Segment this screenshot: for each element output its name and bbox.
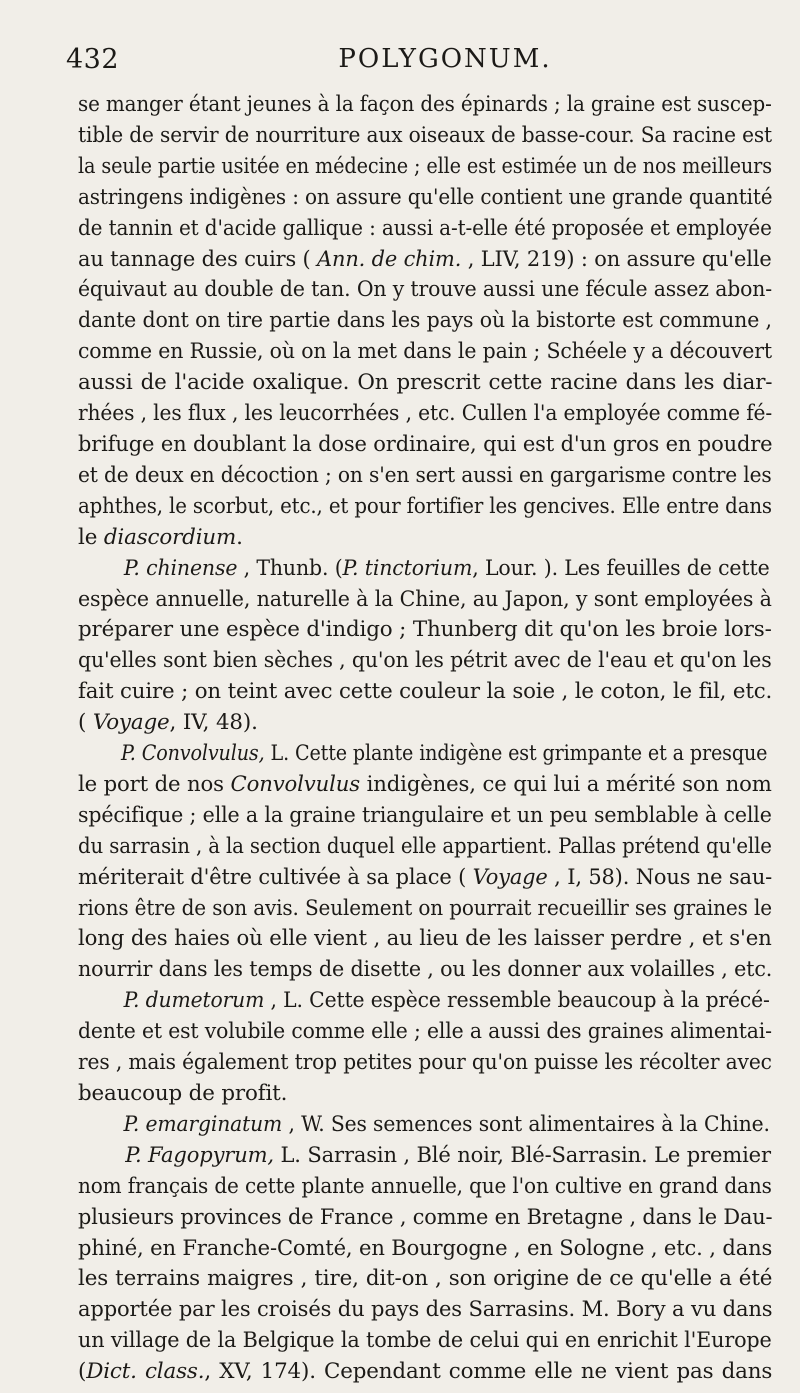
citation-italic: Voyage <box>472 864 548 890</box>
text-line: long des haies où elle vient , au lieu de les laisser perdre , et s'en <box>78 926 772 952</box>
text-line: dante dont on tire partie dans les pays où la bistorte est commune , <box>78 308 772 334</box>
text-line: (Dict. class., XV, 174). Cependant comme elle ne vient pas dans <box>78 1359 773 1385</box>
species-entry-dumetorum: P. dumetorum , L. Cette espèce ressemble beaucoup à la précé- <box>123 988 770 1014</box>
text-line: et de deux en décoction ; on s'en sert aussi en gargarisme contre les <box>78 462 772 488</box>
text-line: du sarrasin , à la section duquel elle appartient. Pallas prétend qu'elle <box>78 833 772 859</box>
text-line: nourrir dans les temps de disette , ou les donner aux volailles , etc. <box>78 957 773 983</box>
species-entry-chinense: P. chinense , Thunb. (P. tinctorium, Lour. ). Les feuilles de cette <box>123 555 770 581</box>
page-header <box>66 44 772 90</box>
text-line: mériterait d'être cultivée à sa place ( Voyage , I, 58). Nous ne sau- <box>78 864 773 890</box>
text-line: beaucoup de profit. <box>78 1081 288 1106</box>
text-line: préparer une espèce d'indigo ; Thunberg dit qu'on les broie lors- <box>78 617 772 643</box>
text-line: nom français de cette plante annuelle, que l'on cultive en grand dans <box>78 1173 772 1199</box>
citation-italic: Ann. de chim. <box>317 246 462 272</box>
running-title: POLYGONUM. <box>338 44 552 74</box>
term-italic: diascordium <box>103 524 237 550</box>
text-line: les terrains maigres , tire, dit-on , son origine de ce qu'elle a été <box>78 1266 773 1292</box>
text-line: spécifique ; elle a la graine triangulaire et un peu semblable à celle <box>78 802 772 828</box>
text-line: la seule partie usitée en médecine ; elle est estimée un de nos meilleurs <box>78 153 772 179</box>
citation-italic: Dict. class. <box>86 1359 205 1385</box>
text-line: rhées , les flux , les leucorrhées , etc. Cullen l'a employée comme fé- <box>78 401 773 427</box>
text-line: le port de nos Convolvulus indigènes, ce qui lui a mérité son nom <box>78 771 772 797</box>
species-entry-emarginatum: P. emarginatum , W. Ses semences sont alimentaires à la Chine. <box>123 1111 770 1137</box>
text-line: espèce annuelle, naturelle à la Chine, au Japon, y sont employées à <box>78 586 772 612</box>
genus-italic: Convolvulus <box>230 771 361 797</box>
text-line: plusieurs provinces de France , comme en Bretagne , dans le Dau- <box>78 1204 773 1230</box>
text-line: au tannage des cuirs ( Ann. de chim. , LIV, 219) : on assure qu'elle <box>78 246 772 272</box>
text-line: aphthes, le scorbut, etc., et pour fortifier les gencives. Elle entre dans <box>78 493 772 519</box>
text-line: fait cuire ; on teint avec cette couleur la soie , le coton, le fil, etc. <box>78 679 773 705</box>
text-line: ( Voyage, IV, 48). <box>78 710 258 736</box>
species-entry-fagopyrum: P. Fagopyrum, L. Sarrasin , Blé noir, Blé-Sarrasin. Le premier <box>125 1142 771 1168</box>
species-name: P. Convolvulus, <box>120 741 265 767</box>
species-name: P. emarginatum <box>123 1111 283 1137</box>
text-line: dente et est volubile comme elle ; elle a aussi des graines alimentai- <box>78 1019 772 1045</box>
text-line: phiné, en Franche-Comté, en Bourgogne , en Sologne , etc. , dans <box>78 1235 773 1261</box>
text-line: res , mais également trop petites pour qu'on puisse les récolter avec <box>78 1050 772 1076</box>
text-line: le diascordium. <box>78 524 243 550</box>
body-text <box>78 90 772 1388</box>
text-line: aussi de l'acide oxalique. On prescrit cette racine dans les diar- <box>78 370 773 396</box>
synonym-italic: P. tinctorium <box>342 555 473 581</box>
text-line: comme en Russie, où on la met dans le pain ; Schéele y a découvert <box>78 339 772 365</box>
text-line: tible de servir de nourriture aux oiseaux de basse-cour. Sa racine est <box>78 122 773 148</box>
citation-italic: Voyage <box>92 710 170 736</box>
page-number: 432 <box>66 44 120 75</box>
text-line: se manger étant jeunes à la façon des épinards ; la graine est suscep- <box>78 92 772 117</box>
text-line: un village de la Belgique la tombe de celui qui en enrichit l'Europe <box>78 1328 772 1354</box>
text-line: de tannin et d'acide gallique : aussi a-t-elle été proposée et employée <box>78 215 772 241</box>
species-name: P. Fagopyrum, <box>125 1142 274 1168</box>
text-line: équivaut au double de tan. On y trouve aussi une fécule assez abon- <box>78 277 773 303</box>
species-name: P. dumetorum <box>123 988 265 1014</box>
text-line: astringens indigènes : on assure qu'elle contient une grande quantité <box>78 184 773 210</box>
text-line: qu'elles sont bien sèches , qu'on les pétrit avec de l'eau et qu'on les <box>78 648 772 674</box>
species-name: P. chinense <box>123 555 238 581</box>
text-line: apportée par les croisés du pays des Sarrasins. M. Bory a vu dans <box>78 1297 773 1323</box>
text-line: brifuge en doublant la dose ordinaire, qui est d'un gros en poudre <box>78 431 773 457</box>
text-line: rions être de son avis. Seulement on pourrait recueillir ses graines le <box>78 895 772 921</box>
species-entry-convolvulus: P. Convolvulus, L. Cette plante indigène est grimpante et a presque <box>120 741 768 767</box>
